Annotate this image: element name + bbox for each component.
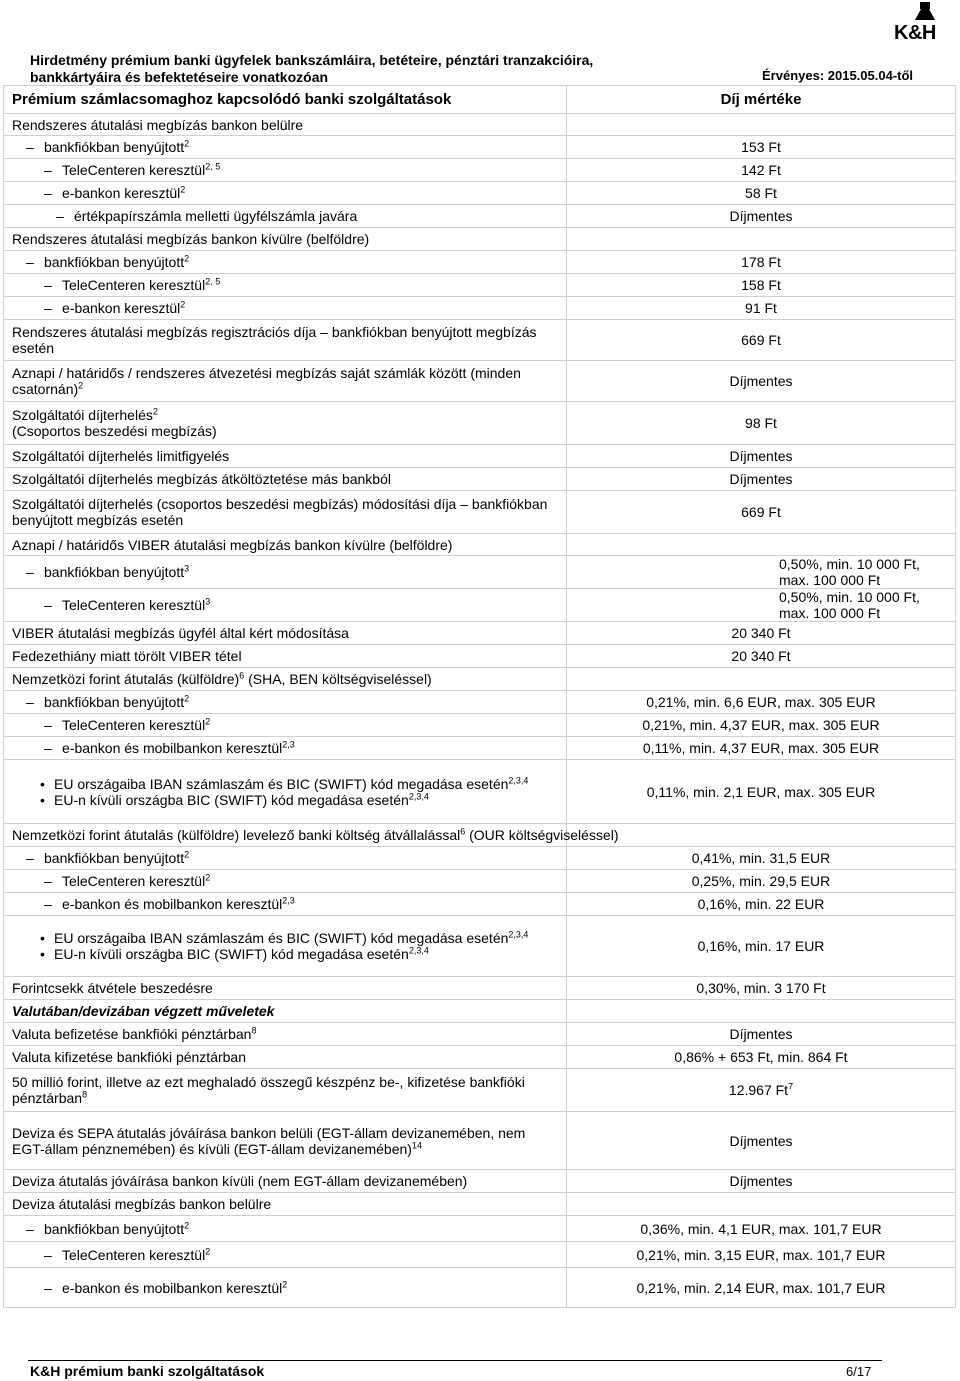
table-row (4, 556, 956, 589)
table-row (4, 1023, 956, 1046)
row-label: – bankfiókban benyújtott$^2$ (4, 691, 567, 714)
row-value: 0,16%, min. 17 EUR (567, 916, 956, 977)
table-row (4, 870, 956, 893)
row-label: – e-bankon és mobilbankon keresztül$^{2,3}$ (4, 893, 567, 916)
row-value: 158 Ft (567, 274, 956, 297)
table-row (4, 402, 956, 445)
row-value: Díjmentes (567, 1023, 956, 1046)
table-row (4, 114, 956, 136)
row-value: 20 340 Ft (567, 622, 956, 645)
row-label: Deviza és SEPA átutalás jóváírása bankon belüli (EGT-állam devizanemében, nem EGT-állam pénznemében) és kívüli (EGT-állam devizanemében)$^{14}$ (4, 1112, 567, 1170)
row-value (567, 534, 956, 556)
row-value: Díjmentes (567, 361, 956, 402)
fee-table (3, 85, 956, 1308)
row-value: 669 Ft (567, 320, 956, 361)
page-number: 6/17 (846, 1364, 872, 1379)
table-row (4, 1069, 956, 1112)
row-value: Díjmentes (567, 1170, 956, 1193)
row-label: – bankfiókban benyújtott$^2$ (4, 1216, 567, 1242)
table-header-row (4, 86, 956, 114)
logo-mark-icon (915, 2, 935, 20)
table-row (4, 645, 956, 668)
row-label: Aznapi / határidős / rendszeres átvezetési megbízás saját számlák között (minden csatornán)$^2$ (4, 361, 567, 402)
table-row (4, 182, 956, 205)
list-item: • EU országaiba IBAN számlaszám és BIC (SWIFT) kód megadása esetén$^{2,3,4}$ (40, 776, 558, 792)
row-label: – TeleCenteren keresztül$^2$ (4, 870, 567, 893)
row-label: – bankfiókban benyújtott$^2$ (4, 847, 567, 870)
row-label: Aznapi / határidős VIBER átutalási megbízás bankon kívülre (belföldre) (4, 534, 567, 556)
row-label: – e-bankon keresztül$^2$ (4, 182, 567, 205)
row-label: – TeleCenteren keresztül$^2$ (4, 714, 567, 737)
row-label: – értékpapírszámla melletti ügyfélszámla javára (4, 205, 567, 228)
row-label: – e-bankon és mobilbankon keresztül$^{2,3}$ (4, 737, 567, 760)
table-row (4, 320, 956, 361)
row-value (567, 114, 956, 136)
row-label: Rendszeres átutalási megbízás bankon belülre (4, 114, 567, 136)
row-label: Szolgáltatói díjterhelés (csoportos beszedési megbízás) módosítási díja – bankfiókban benyújtott megbízás esetén (4, 491, 567, 534)
row-label: – bankfiókban benyújtott$^3$ (4, 556, 567, 589)
row-label: Nemzetközi forint átutalás (külföldre)$^6$ (SHA, BEN költségviseléssel) (4, 668, 567, 691)
row-label: Rendszeres átutalási megbízás regisztrációs díja – bankfiókban benyújtott megbízás esetén (4, 320, 567, 361)
table-row (4, 1193, 956, 1216)
row-value: 0,21%, min. 6,6 EUR, max. 305 EUR (567, 691, 956, 714)
table-row (4, 159, 956, 182)
row-value: 142 Ft (567, 159, 956, 182)
table-row (4, 893, 956, 916)
table-row (4, 977, 956, 1000)
row-value: 58 Ft (567, 182, 956, 205)
row-label: Valuta kifizetése bankfióki pénztárban (4, 1046, 567, 1069)
table-row (4, 691, 956, 714)
table-row (4, 1242, 956, 1268)
row-value (567, 228, 956, 251)
row-label: – bankfiókban benyújtott$^2$ (4, 251, 567, 274)
row-label: 50 millió forint, illetve az ezt meghaladó összegű készpénz be-, kifizetése bankfióki pénztárban$^8$ (4, 1069, 567, 1112)
table-row (4, 274, 956, 297)
table-row (4, 1046, 956, 1069)
logo-text: K&H (894, 22, 936, 44)
row-label: – TeleCenteren keresztül$^{2, 5}$ (4, 159, 567, 182)
row-value: 91 Ft (567, 297, 956, 320)
row-value: 20 340 Ft (567, 645, 956, 668)
row-label: Fedezethiány miatt törölt VIBER tétel (4, 645, 567, 668)
kh-logo (892, 2, 954, 46)
table-row (4, 297, 956, 320)
row-value (567, 668, 956, 691)
table-row (4, 847, 956, 870)
table-row (4, 251, 956, 274)
row-label: – TeleCenteren keresztül$^3$ (4, 589, 567, 622)
table-row (4, 622, 956, 645)
table-row (4, 737, 956, 760)
row-value: Díjmentes (567, 445, 956, 468)
row-value: 12.967 Ft$^7$ (567, 1069, 956, 1112)
validity-date: Érvényes: 2015.05.04-től (762, 68, 914, 83)
table-row (4, 361, 956, 402)
row-label: – e-bankon és mobilbankon keresztül$^2$ (4, 1268, 567, 1308)
row-label: Szolgáltatói díjterhelés$^2$ (Csoportos beszedési megbízás) (4, 402, 567, 445)
table-row (4, 228, 956, 251)
row-value: 0,21%, min. 3,15 EUR, max. 101,7 EUR (567, 1242, 956, 1268)
table-row (4, 1268, 956, 1308)
row-label: Nemzetközi forint átutalás (külföldre) levelező banki költség átvállalással$^6$ (OUR költségviseléssel) (4, 824, 567, 847)
list-item: • EU-n kívüli országba BIC (SWIFT) kód megadása esetén$^{2,3,4}$ (40, 946, 558, 962)
row-value: 0,30%, min. 3 170 Ft (567, 977, 956, 1000)
page-title: Hirdetmény prémium banki ügyfelek bankszámláira, betéteire, pénztári tranzakcióira, bankkártyáira és befektetéseire vonatkozóan (30, 52, 594, 85)
table-row (4, 205, 956, 228)
table-row (4, 916, 956, 977)
section-heading: Valutában/devizában végzett műveletek (4, 1000, 567, 1023)
col-header-service: Prémium számlacsomaghoz kapcsolódó banki szolgáltatások (4, 86, 567, 114)
row-value: 0,50%, min. 10 000 Ft, max. 100 000 Ft (567, 589, 956, 622)
table-row (4, 1112, 956, 1170)
row-label: Deviza átutalás jóváírása bankon kívüli (nem EGT-állam devizanemében) (4, 1170, 567, 1193)
row-label (4, 916, 567, 977)
row-value: 0,11%, min. 2,1 EUR, max. 305 EUR (567, 760, 956, 824)
row-value (567, 824, 956, 847)
row-value (567, 1000, 956, 1023)
row-value: 0,11%, min. 4,37 EUR, max. 305 EUR (567, 737, 956, 760)
table-row (4, 468, 956, 491)
row-label (4, 760, 567, 824)
table-row (4, 136, 956, 159)
table-row (4, 1216, 956, 1242)
table-row (4, 589, 956, 622)
row-value: 0,36%, min. 4,1 EUR, max. 101,7 EUR (567, 1216, 956, 1242)
row-label: Valuta befizetése bankfióki pénztárban$^8$ (4, 1023, 567, 1046)
table-row (4, 668, 956, 691)
row-value: 178 Ft (567, 251, 956, 274)
table-row (4, 445, 956, 468)
table-row (4, 760, 956, 824)
col-header-fee: Díj mértéke (567, 86, 956, 114)
table-row (4, 534, 956, 556)
row-value: 153 Ft (567, 136, 956, 159)
row-label: Forintcsekk átvétele beszedésre (4, 977, 567, 1000)
row-label: Szolgáltatói díjterhelés limitfigyelés (4, 445, 567, 468)
row-value: 98 Ft (567, 402, 956, 445)
row-value: 0,25%, min. 29,5 EUR (567, 870, 956, 893)
row-value: 0,16%, min. 22 EUR (567, 893, 956, 916)
row-label: Szolgáltatói díjterhelés megbízás átköltöztetése más bankból (4, 468, 567, 491)
table-row (4, 491, 956, 534)
row-label: – e-bankon keresztül$^2$ (4, 297, 567, 320)
row-value: 0,41%, min. 31,5 EUR (567, 847, 956, 870)
footer-title: K&H prémium banki szolgáltatások (30, 1363, 265, 1379)
row-value: 0,21%, min. 4,37 EUR, max. 305 EUR (567, 714, 956, 737)
list-item: • EU-n kívüli országba BIC (SWIFT) kód megadása esetén$^{2,3,4}$ (40, 792, 558, 808)
row-value: 0,21%, min. 2,14 EUR, max. 101,7 EUR (567, 1268, 956, 1308)
table-row (4, 1000, 956, 1023)
row-value: Díjmentes (567, 468, 956, 491)
row-label: – TeleCenteren keresztül$^2$ (4, 1242, 567, 1268)
row-label: VIBER átutalási megbízás ügyfél által kért módosítása (4, 622, 567, 645)
row-value: 0,50%, min. 10 000 Ft, max. 100 000 Ft (567, 556, 956, 589)
row-value: 0,86% + 653 Ft, min. 864 Ft (567, 1046, 956, 1069)
list-item: • EU országaiba IBAN számlaszám és BIC (SWIFT) kód megadása esetén$^{2,3,4}$ (40, 930, 558, 946)
row-label: – TeleCenteren keresztül$^{2, 5}$ (4, 274, 567, 297)
table-row (4, 1170, 956, 1193)
row-label: Deviza átutalási megbízás bankon belülre (4, 1193, 567, 1216)
row-label: Rendszeres átutalási megbízás bankon kívülre (belföldre) (4, 228, 567, 251)
table-row (4, 714, 956, 737)
row-label: – bankfiókban benyújtott$^2$ (4, 136, 567, 159)
row-value: Díjmentes (567, 205, 956, 228)
row-value (567, 1193, 956, 1216)
table-row (4, 824, 956, 847)
row-value: 669 Ft (567, 491, 956, 534)
row-value: Díjmentes (567, 1112, 956, 1170)
footer-rule (28, 1360, 882, 1361)
